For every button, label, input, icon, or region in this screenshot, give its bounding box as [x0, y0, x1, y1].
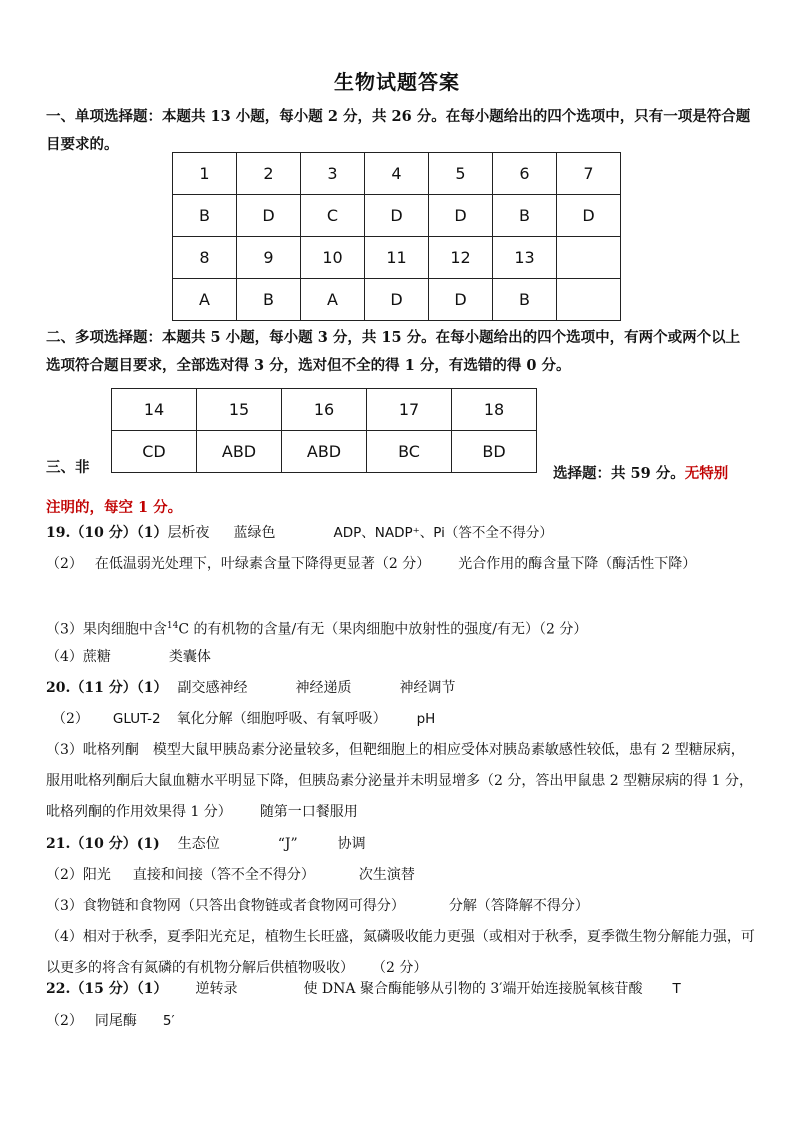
table-cell: CD — [112, 431, 197, 473]
table-cell: 9 — [237, 237, 301, 279]
table-cell: 1 — [173, 153, 237, 195]
q21-part4-score: （2 分） — [372, 960, 428, 976]
q19-part2 — [46, 549, 756, 580]
q20-head: 20.（11 分）（1） — [46, 680, 168, 696]
table-cell: 6 — [493, 153, 557, 195]
section2-instructions: 二、多项选择题：本题共 5 小题，每小题 3 分，共 15 分。在每小题给出的四个选项中，有两个或两个以上选项符合题目要求，全部选对得 3 分，选对但不全的得 1 分，有选错的得 0 分。 — [46, 329, 741, 374]
q22-head: 22.（15 分）（1） — [46, 981, 168, 997]
q19-part2-answer-1: 在低温弱光处理下，叶绿素含量下降得更显著（2 分） — [94, 556, 431, 572]
q22-part2-answer-2: 5′ — [162, 1013, 175, 1029]
q20-part1 — [46, 673, 756, 704]
q19-part3-b: C 的有机物的含量/有无（果肉细胞中放射性的强度/有无）（2 分） — [178, 621, 588, 638]
q20-part3-end: 随第一口餐服用 — [259, 804, 358, 820]
table-cell: ABD — [282, 431, 367, 473]
section3-note: 注明的，每空 1 分。 — [46, 499, 183, 516]
table-cell: ABD — [197, 431, 282, 473]
table-cell: 17 — [367, 389, 452, 431]
table-cell: 15 — [197, 389, 282, 431]
table-cell: D — [237, 195, 301, 237]
q19-part3 — [46, 611, 756, 646]
table-cell: 3 — [301, 153, 365, 195]
q20-part2-num: （2） — [52, 711, 89, 727]
table-cell: D — [429, 279, 493, 321]
table-cell — [557, 237, 621, 279]
q21-answer-1: 生态位 — [177, 836, 220, 852]
table-cell: B — [237, 279, 301, 321]
q20-part3-answer: （3）吡格列酮 模型大鼠甲胰岛素分泌量较多，但靶细胞上的相应受体对胰岛素敏感性较低，患有 2 型糖尿病，服用吡格列酮后大鼠血糖水平明显下降，但胰岛素分泌量并未明显增多（2 分，答出甲鼠患 2 型糖尿病的得 1 分，吡格列酮的作用效果得 1 分） — [46, 742, 753, 820]
q22-part2-answer-1: 同尾酶 — [94, 1013, 137, 1029]
q21-answer-2: “J” — [277, 836, 298, 852]
q21-part4-answer: （4）相对于秋季，夏季阳光充足，植物生长旺盛，氮磷吸收能力更强（或相对于秋季，夏季微生物分解能力强，可以更多的将含有氮磷的有机物分解后供植物吸收） — [46, 929, 755, 976]
q22-answer-1: 逆转录 — [195, 981, 238, 997]
q20-answer-3: 神经调节 — [399, 680, 456, 696]
q19-answer-2: 蓝绿色 — [233, 525, 276, 541]
section3-heading-tail — [553, 462, 728, 483]
q22-answer-2: 使 DNA 聚合酶能够从引物的 3′端开始连接脱氧核苷酸 — [303, 981, 643, 997]
q19-part3-sup: 14 — [166, 621, 179, 631]
table-cell: 8 — [173, 237, 237, 279]
q19-part4-num: （4）蔗糖 — [46, 649, 111, 665]
table-row — [173, 237, 621, 279]
table-cell: 5 — [429, 153, 493, 195]
table-cell: C — [301, 195, 365, 237]
q21-part2-num: （2）阳光 — [46, 867, 111, 883]
q21-part1 — [46, 829, 756, 860]
q20-part2 — [46, 704, 756, 735]
q19-answer-1: 层析夜 — [167, 525, 210, 541]
q21-head: 21.（10 分）(1) — [46, 836, 160, 852]
section3-heading-lead: 三、非 — [46, 459, 90, 476]
table-row — [112, 389, 537, 431]
table-cell: B — [493, 195, 557, 237]
table-cell: 11 — [365, 237, 429, 279]
table-cell: B — [493, 279, 557, 321]
q20-part2-answer-2: 氧化分解（细胞呼吸、有氧呼吸） — [176, 711, 387, 727]
q20-answer-2: 神经递质 — [295, 680, 352, 696]
single-choice-answer-table — [172, 152, 621, 321]
table-cell — [557, 279, 621, 321]
section3-tail-text: 选择题：共 59 分。 — [553, 465, 685, 482]
table-row — [173, 195, 621, 237]
table-cell: 2 — [237, 153, 301, 195]
page-title: 生物试题答案 — [334, 70, 460, 94]
table-cell: 10 — [301, 237, 365, 279]
q20-part3 — [46, 735, 756, 828]
q19-head: 19.（10 分）（1） — [46, 525, 168, 541]
section1-instructions: 一、单项选择题：本题共 13 小题，每小题 2 分，共 26 分。在每小题给出的四个选项中，只有一项是符合题目要求的。 — [46, 108, 751, 153]
table-cell: D — [365, 279, 429, 321]
q21-part2-answer-2: 次生演替 — [358, 867, 415, 883]
table-cell: A — [173, 279, 237, 321]
q21-part3 — [46, 891, 756, 922]
q19-part4-answer: 类囊体 — [168, 649, 211, 665]
q20-answer-1: 副交感神经 — [177, 680, 248, 696]
q19-part1 — [46, 518, 756, 549]
q21-part2 — [46, 860, 756, 891]
multi-choice-answer-table — [111, 388, 537, 473]
table-cell: 7 — [557, 153, 621, 195]
q22-part2-num: （2） — [46, 1013, 83, 1029]
q19-part4 — [46, 642, 756, 673]
table-cell: BC — [367, 431, 452, 473]
q20-part2-answer-1: GLUT-2 — [112, 711, 161, 727]
table-cell: BD — [452, 431, 537, 473]
q19-part3-a: （3）果肉细胞中含 — [46, 621, 167, 638]
table-cell: 14 — [112, 389, 197, 431]
table-cell: B — [173, 195, 237, 237]
q20-part2-answer-3: pH — [416, 711, 436, 727]
table-row — [112, 431, 537, 473]
table-row — [173, 153, 621, 195]
q22-answer-3: T — [672, 981, 681, 997]
table-cell: 13 — [493, 237, 557, 279]
table-cell: 16 — [282, 389, 367, 431]
table-cell: D — [557, 195, 621, 237]
table-cell: A — [301, 279, 365, 321]
table-cell: D — [365, 195, 429, 237]
q21-part2-answer-1: 直接和间接（答不全不得分） — [132, 867, 315, 883]
table-row — [173, 279, 621, 321]
q21-part3-answer-1: （3）食物链和食物网（只答出食物链或者食物网可得分） — [46, 898, 405, 914]
table-cell: 18 — [452, 389, 537, 431]
q19-part2-num: （2） — [46, 556, 83, 572]
section3-tail-red: 无特别 — [684, 465, 729, 482]
q21-answer-3: 协调 — [337, 836, 366, 852]
table-cell: 4 — [365, 153, 429, 195]
q22-part2 — [46, 1006, 756, 1037]
q19-answer-3: ADP、NADP⁺、Pi（答不全不得分） — [333, 525, 553, 541]
q19-part2-answer-2: 光合作用的酶含量下降（酶活性下降） — [458, 556, 697, 572]
table-cell: D — [429, 195, 493, 237]
table-cell: 12 — [429, 237, 493, 279]
q22-part1 — [46, 974, 756, 1005]
q21-part3-answer-2: 分解（答降解不得分） — [448, 898, 589, 914]
